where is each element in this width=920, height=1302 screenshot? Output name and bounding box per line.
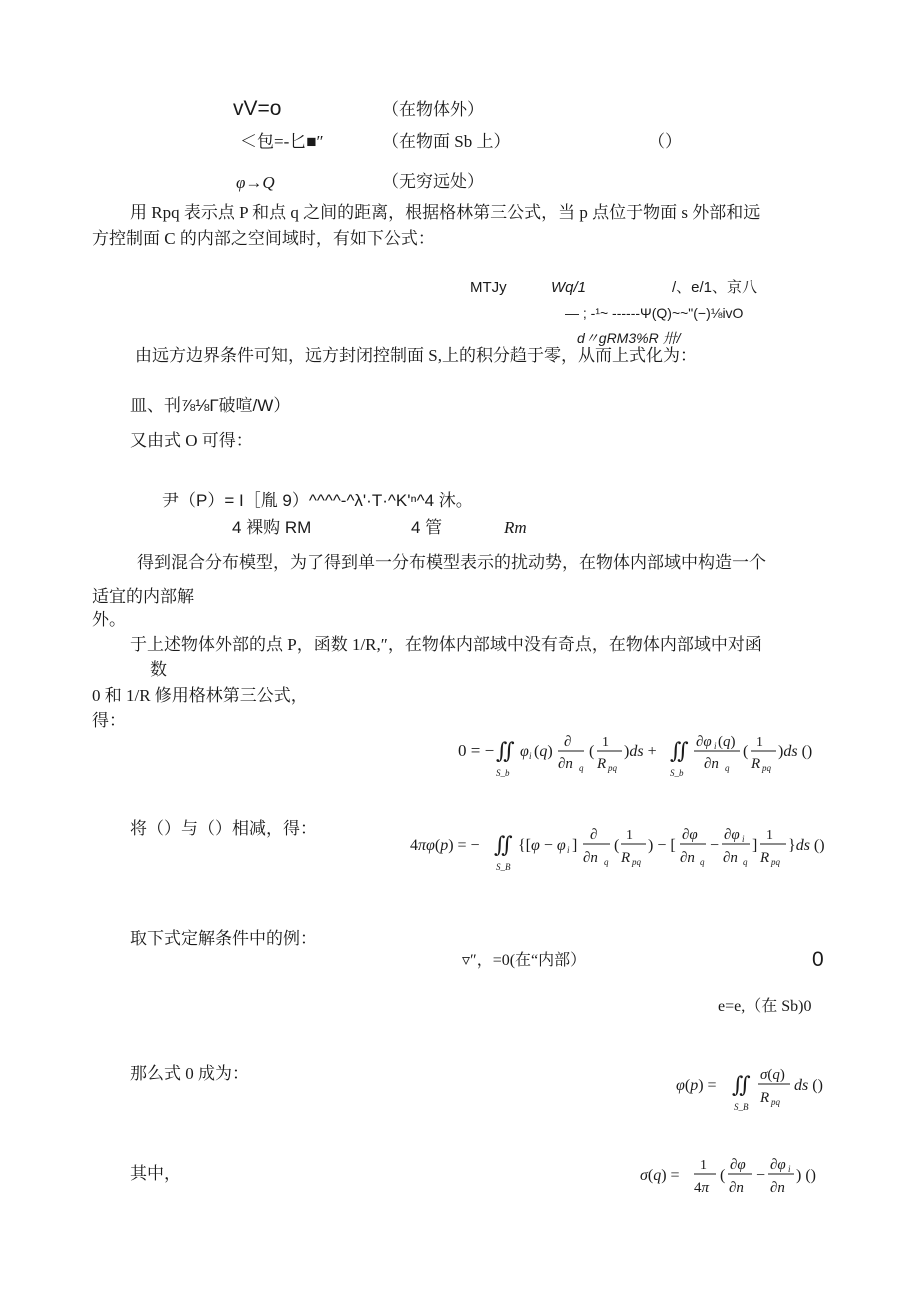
para4-line5: 数 bbox=[150, 660, 167, 679]
svg-text:i: i bbox=[788, 1164, 791, 1174]
garbled-formula3-sub1: 4 裸购 RM bbox=[232, 518, 312, 537]
svg-text:i: i bbox=[714, 741, 717, 751]
condition-2: e=e,（在 Sb)0 bbox=[718, 998, 812, 1015]
svg-text:(: ( bbox=[720, 1167, 726, 1184]
garbled-formula2: 皿、刊⅞⅛Г破喧/W） bbox=[130, 396, 291, 415]
svg-text:−: − bbox=[710, 837, 720, 854]
svg-text:∂n: ∂n bbox=[583, 850, 598, 866]
garbled-formula1-c: /、e/1、京八 bbox=[672, 279, 758, 296]
equation-3 bbox=[676, 1060, 836, 1118]
svg-text:∂φ: ∂φ bbox=[770, 1157, 786, 1173]
svg-text:∂n: ∂n bbox=[723, 850, 738, 866]
svg-text:∂n: ∂n bbox=[680, 850, 695, 866]
para1-line1: 用 Rpq 表示点 P 和点 q 之间的距离，根据格林第三公式，当 p 点位于物面 s 外部和远 bbox=[130, 203, 761, 222]
svg-text:(: ( bbox=[589, 743, 595, 760]
svg-text:∂n: ∂n bbox=[558, 756, 573, 772]
svg-text:1: 1 bbox=[766, 828, 773, 843]
svg-text:pq: pq bbox=[771, 1097, 780, 1107]
svg-text:1: 1 bbox=[700, 1158, 707, 1173]
svg-text:q: q bbox=[579, 763, 584, 773]
svg-text:4π: 4π bbox=[694, 1180, 710, 1196]
svg-text:(: ( bbox=[614, 837, 620, 854]
svg-text:pq: pq bbox=[608, 763, 617, 773]
svg-text:R: R bbox=[760, 1090, 770, 1106]
bc-expr-1: vV=o bbox=[233, 97, 282, 120]
garbled-formula3-sub2: 4 管 bbox=[411, 518, 443, 537]
svg-text:φ: φ bbox=[520, 743, 529, 760]
svg-text:∂n: ∂n bbox=[729, 1180, 744, 1196]
svg-text:pq: pq bbox=[771, 857, 780, 867]
para7: 那么式 0 成为： bbox=[130, 1064, 249, 1083]
svg-text:∂: ∂ bbox=[590, 827, 598, 843]
para5: 将（）与（）相减，得： bbox=[130, 819, 317, 838]
para4-line2: 适宜的内部解 bbox=[92, 587, 194, 606]
svg-text:σ(q) =: σ(q) = bbox=[640, 1167, 680, 1184]
condition-1-number: 0 bbox=[812, 948, 824, 971]
para4-line4: 于上述物体外部的点 P，函数 1/R,″，在物体内部域中没有奇点，在物体内部域中对函 bbox=[130, 635, 762, 654]
svg-text:R: R bbox=[597, 756, 607, 772]
equation-1 bbox=[458, 730, 838, 784]
svg-text:∬: ∬ bbox=[670, 738, 689, 763]
svg-text:}ds (): }ds () bbox=[788, 837, 825, 854]
garbled-formula1-d: — ; -¹~ ------Ψ(Q)~~"(−)⅛ivO bbox=[565, 305, 744, 321]
svg-text:i: i bbox=[742, 834, 745, 844]
garbled-formula1-a: MTJy bbox=[470, 279, 507, 296]
svg-text:∬: ∬ bbox=[494, 832, 513, 857]
para4-line6: 0 和 1/R 修用格林第三公式， bbox=[92, 686, 308, 705]
svg-text:−: − bbox=[756, 1167, 766, 1184]
bc-cond-3: （无穷远处） bbox=[382, 172, 484, 191]
svg-text:∬: ∬ bbox=[732, 1072, 751, 1097]
garbled-formula1-b: Wq/1 bbox=[551, 279, 587, 296]
svg-text:(q): (q) bbox=[718, 734, 736, 750]
para4-line1: 得到混合分布模型，为了得到单一分布模型表示的扰动势，在物体内部域中构造一个 bbox=[137, 553, 766, 572]
svg-text:i: i bbox=[529, 751, 532, 761]
svg-text:1: 1 bbox=[626, 828, 633, 843]
bc-expr-2: ＜包=-匕■″ bbox=[240, 132, 324, 151]
para6: 取下式定解条件中的例： bbox=[130, 929, 317, 948]
svg-text:(: ( bbox=[743, 743, 749, 760]
svg-text:∂: ∂ bbox=[564, 734, 572, 750]
svg-text:) (): ) () bbox=[796, 1167, 816, 1184]
para2: 由远方边界条件可知，远方封闭控制面 S,上的积分趋于零，从而上式化为： bbox=[135, 346, 697, 365]
equation-4 bbox=[640, 1150, 840, 1206]
svg-text:∂φ: ∂φ bbox=[724, 827, 740, 843]
svg-text:σ(q): σ(q) bbox=[760, 1067, 785, 1083]
para1-line2: 方控制面 C 的内部之空间域时，有如下公式： bbox=[92, 229, 435, 248]
svg-text:{[φ − φ: {[φ − φ bbox=[518, 837, 566, 854]
svg-text:)ds (): )ds () bbox=[778, 743, 813, 760]
equation-2 bbox=[410, 820, 830, 880]
condition-1: ▿″，=0(在“内部） bbox=[462, 952, 587, 969]
bc-eq-number: （） bbox=[648, 132, 682, 151]
svg-text:∂n: ∂n bbox=[770, 1180, 785, 1196]
svg-text:0 = −: 0 = − bbox=[458, 741, 495, 760]
svg-text:∂n: ∂n bbox=[704, 756, 719, 772]
svg-text:∬: ∬ bbox=[496, 738, 515, 763]
svg-text:)ds +: )ds + bbox=[624, 743, 657, 760]
garbled-formula3-line1: 尹（P）= I［胤 9）^^^^-^λ'·T·^K'ⁿ^4 沐。 bbox=[162, 491, 473, 510]
svg-text:R: R bbox=[751, 756, 761, 772]
svg-text:q: q bbox=[725, 763, 730, 773]
bc-cond-2: （在物面 Sb 上） bbox=[382, 132, 511, 151]
svg-text:]: ] bbox=[572, 837, 578, 854]
svg-text:]: ] bbox=[752, 837, 758, 854]
eq1-sub-b: S_b bbox=[670, 768, 684, 778]
svg-text:∂φ: ∂φ bbox=[682, 827, 698, 843]
para3: 又由式 O 可得： bbox=[130, 431, 253, 450]
svg-text:R: R bbox=[760, 850, 770, 866]
garbled-formula1-e: d〃gRM3%R 卅/ bbox=[577, 330, 681, 346]
eq3-sub: S_B bbox=[734, 1102, 749, 1112]
svg-text:) − [: ) − [ bbox=[648, 837, 676, 854]
bc-expr-3: φ→Q bbox=[236, 173, 275, 192]
para4-line7: 得： bbox=[92, 711, 126, 730]
svg-text:pq: pq bbox=[632, 857, 641, 867]
svg-text:(q): (q) bbox=[534, 743, 553, 760]
svg-text:1: 1 bbox=[602, 735, 609, 750]
svg-text:∂φ: ∂φ bbox=[730, 1157, 746, 1173]
para4-line3: 外。 bbox=[92, 610, 126, 629]
svg-text:q: q bbox=[743, 857, 748, 867]
eq2-sub: S_B bbox=[496, 862, 511, 872]
svg-text:pq: pq bbox=[762, 763, 771, 773]
svg-text:1: 1 bbox=[756, 735, 763, 750]
garbled-formula3-sub3: Rm bbox=[504, 518, 527, 537]
svg-text:q: q bbox=[604, 857, 609, 867]
svg-text:i: i bbox=[567, 845, 570, 855]
svg-text:R: R bbox=[621, 850, 631, 866]
svg-text:4πφ(p) = −: 4πφ(p) = − bbox=[410, 837, 480, 854]
bc-cond-1: （在物体外） bbox=[382, 100, 484, 119]
svg-text:∂φ: ∂φ bbox=[696, 734, 712, 750]
svg-text:q: q bbox=[700, 857, 705, 867]
para8: 其中， bbox=[130, 1164, 181, 1183]
svg-text:ds (): ds () bbox=[794, 1077, 823, 1094]
eq1-sub-a: S_b bbox=[496, 768, 510, 778]
svg-text:φ(p) =: φ(p) = bbox=[676, 1077, 717, 1094]
